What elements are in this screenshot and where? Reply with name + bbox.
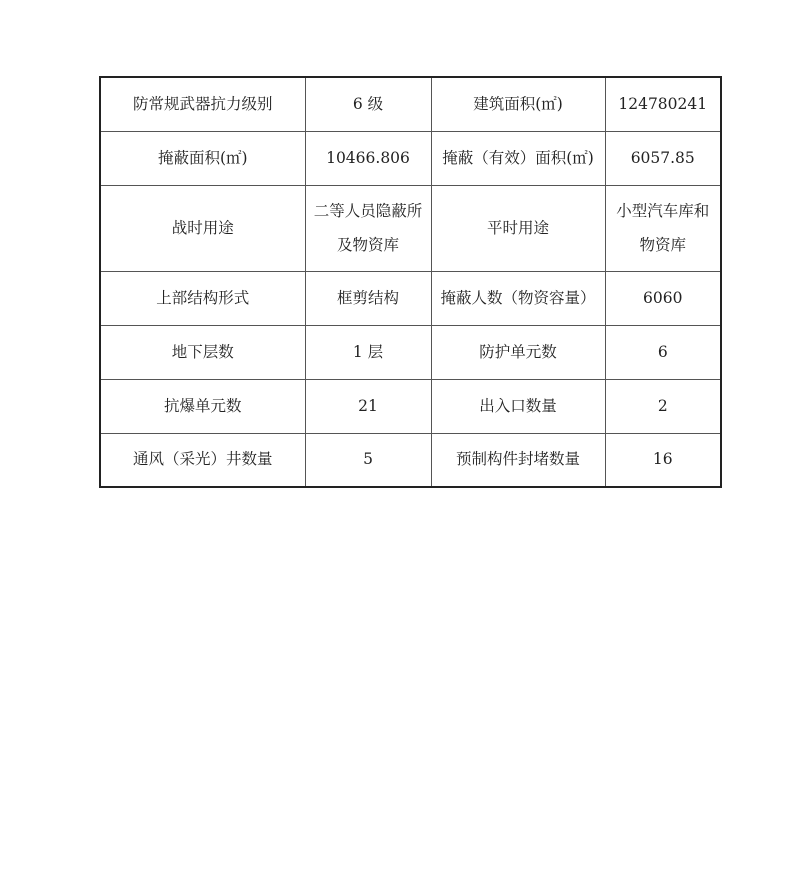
table-cell: 16	[605, 433, 721, 487]
table-cell: 1 层	[305, 325, 431, 379]
table-row	[100, 77, 721, 131]
table-cell: 掩蔽（有效）面积(㎡)	[431, 131, 605, 185]
table-cell: 上部结构形式	[100, 271, 305, 325]
table-cell: 2	[605, 379, 721, 433]
table-cell: 21	[305, 379, 431, 433]
table-cell: 掩蔽面积(㎡)	[100, 131, 305, 185]
table-cell: 出入口数量	[431, 379, 605, 433]
table-cell: 地下层数	[100, 325, 305, 379]
table-row	[100, 379, 721, 433]
table-cell: 6 级	[305, 77, 431, 131]
table-cell: 10466.806	[305, 131, 431, 185]
table-cell: 抗爆单元数	[100, 379, 305, 433]
table-cell: 建筑面积(㎡)	[431, 77, 605, 131]
table-cell: 预制构件封堵数量	[431, 433, 605, 487]
table-cell: 防常规武器抗力级别	[100, 77, 305, 131]
table-row	[100, 185, 721, 271]
table-cell: 战时用途	[100, 185, 305, 271]
table-cell: 防护单元数	[431, 325, 605, 379]
table-row	[100, 131, 721, 185]
table-cell: 平时用途	[431, 185, 605, 271]
table-cell: 6	[605, 325, 721, 379]
table-cell: 掩蔽人数（物资容量）	[431, 271, 605, 325]
table-cell: 小型汽车库和物资库	[605, 185, 721, 271]
table-cell: 6060	[605, 271, 721, 325]
table-row	[100, 325, 721, 379]
table-row	[100, 271, 721, 325]
table-cell: 6057.85	[605, 131, 721, 185]
table-cell: 通风（采光）井数量	[100, 433, 305, 487]
table-row	[100, 433, 721, 487]
table-cell: 5	[305, 433, 431, 487]
table-cell: 二等人员隐蔽所及物资库	[305, 185, 431, 271]
civil-defense-spec-table	[99, 76, 722, 488]
table-cell: 框剪结构	[305, 271, 431, 325]
table-cell: 124780241	[605, 77, 721, 131]
